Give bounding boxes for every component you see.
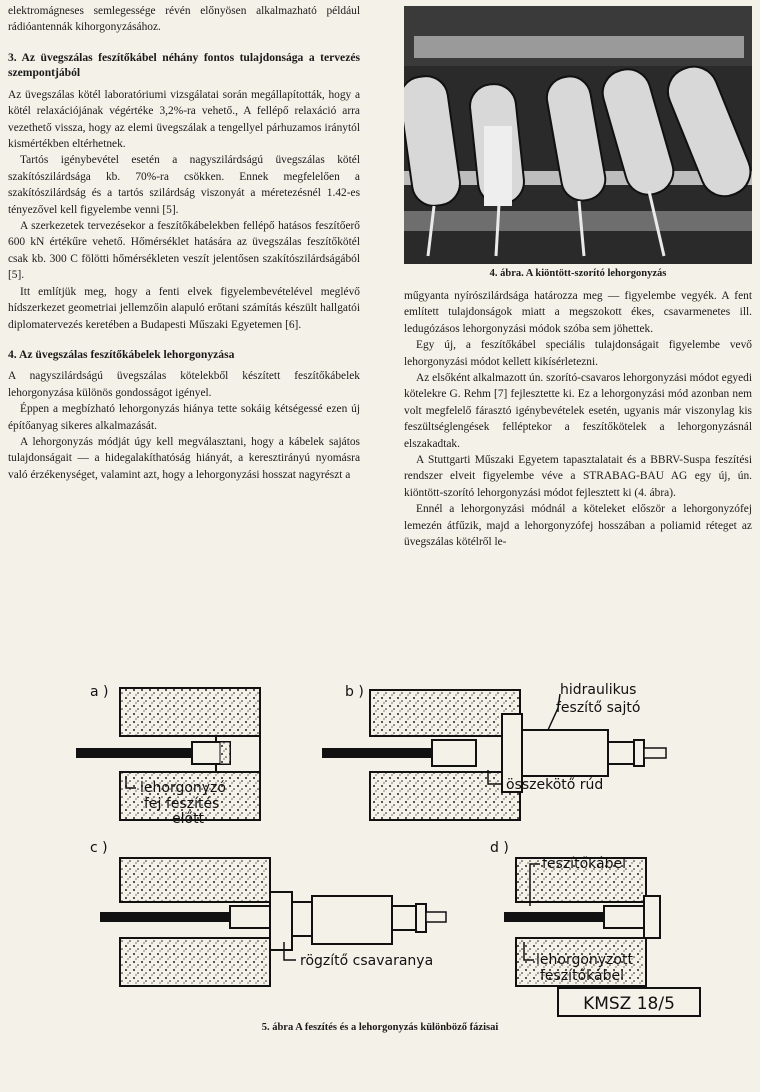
figure5-diagram <box>60 680 710 1020</box>
label-a3: előtt <box>172 811 205 827</box>
section3-paragraph-2: Tartós igénybevétel esetén a nagyszilárdságú üvegszálas kötél szakítószilárdsága kb. 70%-ra csökken. Ennek megfelelően a szakítószilárdság és a tartós szilárdság viszonyát a méretezésnél 1.42-es tényezővel kell figyelembe venni [5]. <box>8 154 360 216</box>
label-a2: fej feszítés <box>144 796 220 812</box>
section3-paragraph-3: A szerkezetek tervezésekor a feszítőkábelekben fellépő hatásos feszítőerő 600 kN értékűre vehető. Hőmérséklet hatására az üvegszálas feszítőkötél csak kb. 300 C fölötti hőmérsékleten veszít jelentősen szakítószilárdságából [5]. <box>8 220 360 282</box>
panel-a <box>76 684 260 827</box>
right-paragraph-5: Ennél a lehorgonyzási módnál a köteleket először a lehorgonyzófej lemezén átfűzik, majd a lehorgonyzófej hosszában a poliamid réteget az üvegszálas kötélről le- <box>404 503 752 549</box>
right-paragraph-3: Az elsőként alkalmazott ún. szorító-csavaros lehorgonyzási módot egyedi kötelekre G. Rehm [7] fejlesztette ki. Ez a lehorgonyzási mód azonban nem volt megfelelő fárasztó igénybevételek esetén, ugyanis már viszonylag kis feszültséglengések felléptekor a feszítőkötelek a lehorgonyzásnál elszakadtak. <box>404 372 752 450</box>
stamp: KMSZ 18/5 <box>583 994 675 1014</box>
panel-c <box>90 840 446 986</box>
panel-c-label: c ) <box>90 840 108 856</box>
label-c1: rögzítő csavaranya <box>300 953 434 969</box>
label-b1: hidraulikus <box>560 682 637 698</box>
section4-paragraph-3: A lehorgonyzás módját úgy kell megválasztani, hogy a kábelek sajátos tulajdonságait — a hidegalakíthatóság hiányát, a keresztirányú nyomásra való érzékenységet, valamint azt, hogy a lehorgonyzási hosszat nagyrészt a <box>8 436 360 481</box>
figure5-caption: 5. ábra A feszítés és a lehorgonyzás különböző fázisai <box>261 1022 499 1033</box>
section4-paragraph-2: Éppen a megbízható lehorgonyzás hiánya tette sokáig kétségessé ezen új építőanyag sikeres alkalmazását. <box>8 403 360 432</box>
right-paragraph-1: műgyanta nyírószilárdsága határozza meg — figyelembe vegyék. A fent említett tulajdonságok miatt a megszokott ékes, csavarmenetes ill. ledugózásos lehorgonyzási módok szóba sem jöhettek. <box>404 290 752 335</box>
right-paragraph-4: A Stuttgarti Műszaki Egyetem tapasztalatait és a BBRV-Suspa feszítési rendszer elveit figyelembe véve a STRABAG-BAU AG egy új, ún. kiöntött-szorító lehorgonyzási módot fejlesztett ki (4. ábra). <box>404 454 752 499</box>
right-paragraph-2: Egy új, a feszítőkábel speciális tulajdonságait figyelembe vevő lehorgonyzási módot kellett kikísérletezni. <box>404 339 752 368</box>
figure4-photo <box>404 6 752 264</box>
panel-d-label: d ) <box>490 840 509 856</box>
figure4-caption: 4. ábra. A kiöntött-szorító lehorgonyzás <box>489 268 667 279</box>
section4-heading: 4. Az üvegszálas feszítőkábelek lehorgonyzása <box>8 347 235 361</box>
panel-b <box>322 682 666 820</box>
panel-b-label: b ) <box>345 684 364 700</box>
section3-heading: 3. Az üvegszálas feszítőkábel néhány fontos tulajdonsága a tervezés szempontjából <box>8 50 360 80</box>
panel-d <box>490 840 660 986</box>
label-a1: lehorgonyzó <box>140 780 226 796</box>
panel-a-label: a ) <box>90 684 109 700</box>
label-b2: feszítő sajtó <box>556 700 641 716</box>
anchorage-photo-illustration <box>404 6 752 264</box>
label-b3: összekötő rúd <box>506 777 604 793</box>
section3-paragraph-1: Az üvegszálas kötél laboratóriumi vizsgálatai során megállapították, hogy a kötél relaxációjának végértéke 3,2%-ra vehető., A fellépő relaxáció arra vezethető vissza, hogy az elemi üvegszálak a tengellyel párhuzamos iránytól kismértékben eltérhetnek. <box>8 88 360 151</box>
label-d1: feszítőkábel <box>542 856 626 872</box>
right-column <box>404 288 752 551</box>
label-d2: lehorgonyzott <box>536 952 633 968</box>
section3-paragraph-4: Itt említjük meg, hogy a fenti elvek figyelembevételével meglévő hídszerkezet geometriai jellemzőin alapuló erőtani számítás készült hallgatói diplomatervezés keretében a Budapesti Műszaki Egyetemen [6]. <box>8 285 360 331</box>
section4-paragraph-1: A nagyszilárdságú üvegszálas kötelekből készített feszítőkábelek lehorgonyzása különös gondosságot igényel. <box>8 370 360 399</box>
label-d3: feszítőkábel <box>540 968 624 984</box>
left-column <box>8 3 360 483</box>
top-paragraph: elektromágneses semlegessége révén előnyösen alkalmazható például rádióantennák kihorgonyzásához. <box>8 5 360 34</box>
